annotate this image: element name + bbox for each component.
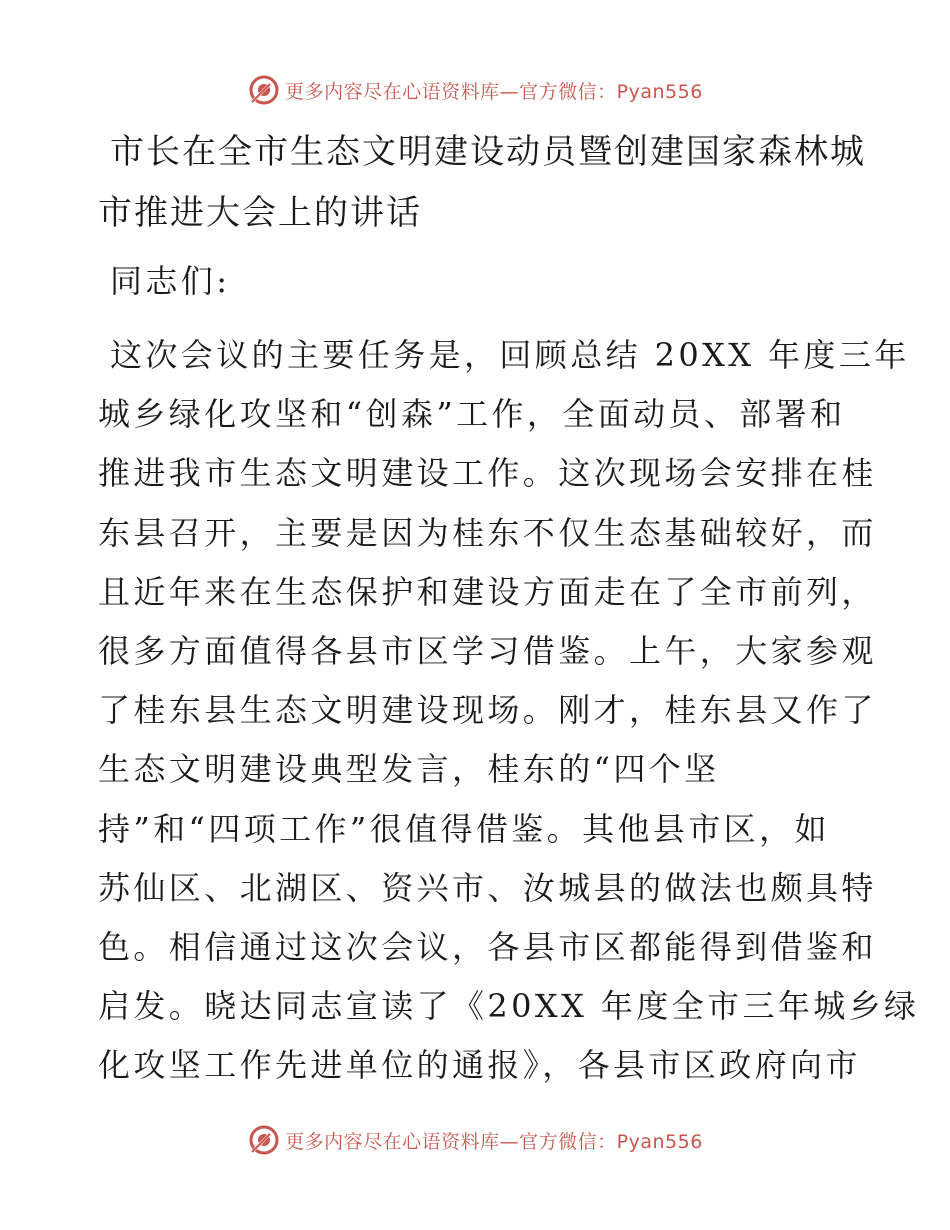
pen-circle-logo-icon (247, 1123, 281, 1157)
pen-circle-logo-icon (247, 73, 281, 107)
paragraph-line: 启发。晓达同志宣读了《20XX 年度全市三年城乡绿 (98, 987, 920, 1026)
paragraph-line: 东县召开，主要是因为桂东不仅生态基础较好，而 (98, 513, 877, 552)
header-watermark (0, 70, 950, 110)
paragraph-line: 色。相信通过这次会议，各县市区都能得到借鉴和 (98, 927, 877, 966)
title-line: 市推进大会上的讲话 (98, 193, 422, 233)
paragraph-line: 化攻坚工作先进单位的通报》，各县市区政府向市 (98, 1046, 861, 1085)
paragraph-line: 了桂东县生态文明建设现场。刚才，桂东县又作了 (98, 691, 877, 730)
paragraph-line: 生态文明建设典型发言，桂东的“四个坚 (98, 750, 720, 789)
footer-watermark (0, 1120, 950, 1160)
body-paragraph (98, 326, 920, 1095)
watermark-text: 更多内容尽在心语资料库—官方微信：Pyan556 (285, 80, 703, 103)
paragraph-line: 推进我市生态文明建设工作。这次现场会安排在桂 (98, 454, 877, 493)
paragraph-line: 持”和“四项工作”很值得借鉴。其他县市区，如 (98, 809, 830, 848)
document-title (98, 122, 866, 244)
watermark-text: 更多内容尽在心语资料库—官方微信：Pyan556 (285, 1130, 703, 1153)
paragraph-line: 苏仙区、北湖区、资兴市、汝城县的做法也颇具特 (98, 868, 877, 907)
greeting: 同志们: (110, 262, 231, 300)
paragraph-line: 城乡绿化攻坚和“创森”工作，全面动员、部署和 (98, 395, 846, 434)
title-line: 市长在全市生态文明建设动员暨创建国家森林城 (110, 132, 866, 172)
paragraph-line: 很多方面值得各县市区学习借鉴。上午，大家参观 (98, 631, 877, 670)
paragraph-line: 这次会议的主要任务是，回顾总结 20XX 年度三年 (110, 336, 910, 374)
paragraph-line: 且近年来在生态保护和建设方面走在了全市前列， (98, 572, 877, 611)
